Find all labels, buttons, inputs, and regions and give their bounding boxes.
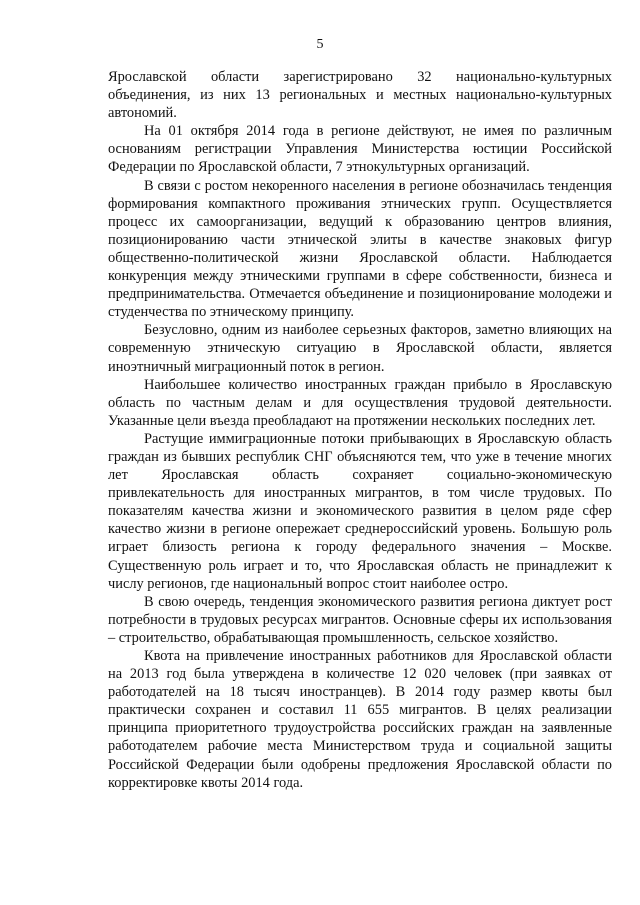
paragraph-continuation: Ярославской области зарегистрировано 32 национально-культурных объединения, из них 13 региональных и местных национально-культурных автономий. (108, 69, 612, 122)
paragraph-quota: Квота на привлечение иностранных работников для Ярославской области на 2013 год была утверждена в количестве 12 020 человек (при заявках от работодателей на 18 тысяч иностранцев). В 2014 году размер квоты был практически сохранен и составил 11 655 мигрантов. В целях реализации принципа приоритетного трудоустройства российских граждан на заявленные работодателем рабочие места Министерством труда и социальной защиты Российской Федерации были одобрены предложения Ярославской области по корректировке квоты 2014 года. (108, 648, 612, 791)
body-text (108, 68, 612, 792)
paragraph-ethnic-groups: В связи с ростом некоренного населения в регионе обозначилась тенденция формирования компактного проживания этнических групп. Осуществляется процесс их самоорганизации, ведущий к образованию центров влияния, позиционированию части этнической элиты в качестве знаковых фигур общественно-политической жизни Ярославской области. Наблюдается конкуренция между этническими группами в сфере собственности, бизнеса и предпринимательства. Отмечается объединение и позиционирование молодежи и студенчества по этническому принципу. (108, 177, 612, 321)
page-number: 5 (316, 37, 324, 52)
paragraph-cis-immigration: Растущие иммиграционные потоки прибывающих в Ярославскую область граждан из бывших республик СНГ объясняются тем, что уже в течение многих лет Ярославская область сохраняет социально-экономическую привлекательность для иностранных мигрантов, в том числе трудовых. По показателям качества жизни и экономического развития в целом ряде сфер качество жизни в регионе опережает среднероссийский уровень. Большую роль играет близость региона к городу федерального значения – Москве. Существенную роль играет и то, что Ярославская область не принадлежит к числу регионов, где национальный вопрос стоит наиболее остро. (108, 430, 612, 592)
paragraph-foreign-citizens: Наибольшее количество иностранных граждан прибыло в Ярославскую область по частным делам и для осуществления трудовой деятельности. Указанные цели въезда преобладают на протяжении нескольких последних лет. (108, 376, 612, 429)
paragraph-organizations: На 01 октября 2014 года в регионе действуют, не имея по различным основаниям регистрации Управления Министерства юстиции Российской Федерации по Ярославской области, 7 этнокультурных организаций. (108, 123, 612, 176)
paragraph-migration-factor: Безусловно, одним из наиболее серьезных факторов, заметно влияющих на современную этническую ситуацию в Ярославской области, является иноэтничный миграционный поток в регион. (108, 322, 612, 375)
paragraph-labor-demand: В свою очередь, тенденция экономического развития региона диктует рост потребности в трудовых ресурсах мигрантов. Основные сферы их использования – строительство, обрабатывающая промышленность, сельское хозяйство. (108, 593, 612, 646)
